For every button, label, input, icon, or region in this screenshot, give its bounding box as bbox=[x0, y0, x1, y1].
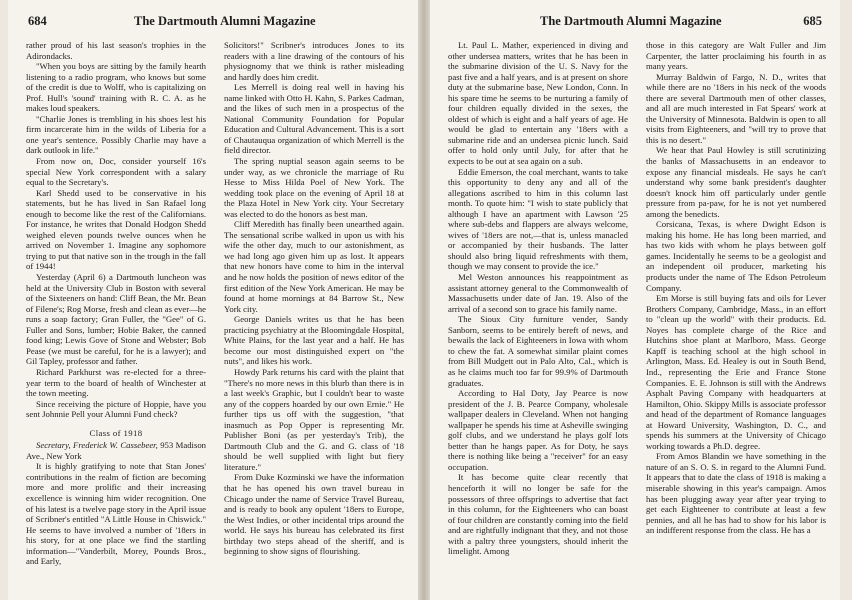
paragraph: According to Hal Doty, Jay Pearce is now president of the J. B. Pearce Company, wholesale wallpaper dealers in Cleveland. When not hanging wallpaper he spends his time at Asheville swinging golf clubs, and we understand he plays golf lots better than he hangs paper. As for Doty, he says there is nothing like being a "receiver" for an easy occupation. bbox=[448, 388, 628, 472]
paragraph: Karl Shedd used to be conservative in his statements, but he has lived in San Rafael long enough to become like the rest of the Californians. For instance, he writes that Donald Hodgon Shedd weighed eleven pounds twelve ounces when he arrived on November 1. Imagine any sophomore trying to put that native son in the trough in the fall of 1944! bbox=[26, 187, 206, 272]
right-page bbox=[430, 0, 840, 600]
secretary-address: 953 Madison Ave., New York bbox=[26, 440, 206, 461]
paragraph: Corsicana, Texas, is where Dwight Edson is making his home. He has long been married, and has two kids with whom he plays between golf games. Incidentally he seems to be a geologist and an independent oil producer, marketing his products under the name of The Edson Petroleum Company. bbox=[646, 219, 826, 293]
paragraph: From Amos Blandin we have something in the nature of an S. O. S. in regard to the Alumni Fund. It appears that to date the class of 1918 is making a miserable showing in this year's campaign. Amos has been plugging away year after year trying to get each Eighteener to contribute at least a few pennies, and all he has had to show for his labor is an indifferent response from the class. He has a bbox=[646, 451, 826, 536]
magazine-title-left: The Dartmouth Alumni Magazine bbox=[134, 14, 316, 28]
paragraph: Eddie Emerson, the coal merchant, wants to take this opportunity to deny any and all of the allegations ascribed to him in this column last month. To quote him: "I wish to state publicly that although I have an apartment with Lawson '25 where sub-debs and flappers are always welcome, wives of '18ers are not,—that is, unless manacled or accompanied by their husbands. The latter should also bring liquid refreshments with them, though we may consent to provide the ice." bbox=[448, 166, 628, 272]
paragraph: "When you boys are sitting by the family hearth listening to a radio program, who knows but some of the credit is due to Wolff, who is capitalizing on Prof. Hull's 'sound' training with R. C. A. as he makes loud speakers. bbox=[26, 61, 206, 114]
paragraph: Murray Baldwin of Fargo, N. D., writes that while there are no '18ers in his neck of the woods there are several Dartmouth men of other classes, and all are much interested in Fat Spears' work at the University of Minnesota. Baldwin is open to all visits from Eighteeners, and "will try to prove that this is no desert." bbox=[646, 71, 826, 145]
paragraph: Yesterday (April 6) a Dartmouth luncheon was held at the University Club in Boston with several of the Sixteeners on hand: Cliff Bean, the Mr. Bean of Filene's; Rog Morse, fresh and clean as ever—he runs a soap factory; Gran Fuller, the "Gee" of G. Fuller and Sons, lumber; Hobie Baker, the canned food king; Lewis Gove of Stone and Webster; Bob Pease (we must be careful, for he is a lawyer); and Gil Tapley, professor and father. bbox=[26, 272, 206, 367]
paragraph: We hear that Paul Howley is still scrutinizing the banks of Massachusetts in an endeavor to expose any financial misdeals. He says he can't understand why some bank president's daughter doesn't knock him off particularly under gentle pressure from pa-paw, for he is not yet numbered among the benedicts. bbox=[646, 145, 826, 219]
running-head-left bbox=[22, 14, 404, 32]
paragraph: Mel Weston announces his reappointment as assistant attorney general to the Commonwealth of Massachusetts under date of Jan. 19. Also of the arrival of a second son to grace his family name. bbox=[448, 272, 628, 314]
paragraph: Richard Parkhurst was re-elected for a three-year term to the board of health of Winchester at the town meeting. bbox=[26, 366, 206, 399]
paragraph: Solicitors!" Scribner's introduces Jones to its readers with a line drawing of the contours of his physiognomy that we think is rather misleading and hardly does him credit. bbox=[224, 40, 404, 82]
page-number-right: 685 bbox=[803, 14, 822, 28]
left-columns bbox=[26, 40, 406, 594]
paragraph: The spring nuptial season again seems to be under way, as we chronicle the marriage of Ru Hesse to Miss Hilda Poel of New York. The wedding took place on the evening of April 18 at the Plaza Hotel in New York city. Your Secretary was elected to do the honors as best man. bbox=[224, 156, 404, 219]
secretary-line bbox=[26, 440, 206, 461]
class-heading: Class of 1918 bbox=[89, 427, 143, 438]
paragraph: From now on, Doc, consider yourself 16's special New York correspondent with a salary equal to the Secretary's. bbox=[26, 156, 206, 188]
left-column-2 bbox=[224, 40, 404, 594]
paragraph: It is highly gratifying to note that Stan Jones' contributions in the realm of fiction are becoming more and more prolific and their increasing excellence is winning him wider recognition. One of his latest is a twelve page story in the April issue of Scribner's entitled "A Little House in Chiswick." He seems to have involved a number of '18ers in his story, for at one place we find the startling information—"Vanderbilt, Morey, Pounds Bros., and Early, bbox=[26, 461, 206, 567]
paragraph: Em Morse is still buying fats and oils for Lever Brothers Company, Cambridge, Mass., in an effort to "clean up the world" with their products. Ed. Noyes has complete charge of the Rice and Hutchins shoe plant at Marlboro, Mass. George Kapff is teaching school at the high school in Arlington, Mass. Ed. Healey is out in South Bend, Ind., representing the Erie and France Stone Companies. E. E. Johnson is still with the Andrews Asphalt Paving Company with headquarters at Hamilton, Ohio. Skippy Mills is associate professor and head of the department of Romance languages at Howard University, Washington, D. C., and spends his summers at the University of Chicago working towards a Ph.D. degree. bbox=[646, 293, 826, 451]
paragraph: It has become quite clear recently that henceforth it will no longer be safe for the possessors of three offsprings to advertise that fact in this column, for the Eighteeners who can boast of four children are constantly coming into the field and are rightfully indignant that they, and not those with a paltry three youngsters, should inherit the limelight. Among bbox=[448, 472, 628, 557]
paragraph: rather proud of his last season's trophies in the Adirondacks. bbox=[26, 40, 206, 61]
paragraph: Les Merrell is doing real well in having his name linked with Otto H. Kahn, S. Parkes Cadman, and the likes of such men in a prospectus of the National Community Foundation for Popular Education and Cultural Advancement. This is a sort of Chautauqua organization of which Merrell is the field director. bbox=[224, 82, 404, 156]
paragraph: Lt. Paul L. Mather, experienced in diving and other undersea matters, writes that he has been in the submarine division of the U. S. Navy for the past five and a half years, and is at present on shore duty at the submarine base, New London, Conn. In his spare time he seems to be nurturing a family of four children equally divided in the sexes, the oldest of which is eight and a half years of age. He would be glad to entertain any '18ers with a submarine ride and an undersea picnic lunch. Said offer to hold only until July, for after that he expects to be out at sea again on a sub. bbox=[448, 40, 628, 167]
magazine-title-right: The Dartmouth Alumni Magazine bbox=[540, 14, 722, 28]
paragraph: Howdy Park returns his card with the plaint that "There's no more news in this blurb than there is in a last week's Graphic, but I couldn't bear to waste any of the coppers hoarded by our own Ernie." He further tips us off with the suggestion, "that inasmuch as Pop Opper is representing Mr. Publisher Boni (as per yesterday's Trib), the Dartmouth Club and the G. and G. class of '18 should be well supplied with light but fiery literature." bbox=[224, 366, 404, 472]
binding-gutter bbox=[418, 0, 430, 600]
right-column-1 bbox=[448, 40, 628, 594]
running-head-right bbox=[444, 14, 826, 32]
paragraph: From Duke Kozminski we have the information that he has opened his own travel bureau in Chicago under the name of Service Travel Bureau, and is ready to book any opulent '18ers to Europe, the West Indies, or other incidental trips around the world. He says his bureau has celebrated its first birthday two steps ahead of the sheriff, and is beginning to show signs of flourishing. bbox=[224, 472, 404, 557]
left-column-1 bbox=[26, 40, 206, 594]
secretary-name: Secretary, Frederick W. Cassebeer, bbox=[36, 440, 158, 451]
right-column-2 bbox=[646, 40, 826, 594]
right-columns bbox=[448, 40, 828, 594]
paragraph: Cliff Meredith has finally been unearthed again. The sensational scribe walked in upon us with his wife the other day, much to our astonishment, as we had long ago given him up as lost. It appears that new honors have come to him in the interval and he now holds the position of news editor of the first edition of the New York American. He may be found at home mornings at 84 Barrow St., New York city. bbox=[224, 219, 404, 314]
paragraph: George Daniels writes us that he has been practicing psychiatry at the Bloomingdale Hospital, White Plains, for the last year and a half. He has become our most distinguished expert on "the nuts", and likes his work. bbox=[224, 314, 404, 367]
page-number-left: 684 bbox=[28, 14, 47, 28]
paragraph: The Sioux City furniture vender, Sandy Sanborn, seems to be entirely bereft of news, and bewails the lack of Eighteeners in Iowa with whom to chew the fat. A somewhat similar plaint comes from Bill Mudgett out in Palo Alto, Cal., which is as he claims much too far for 99.9% of Dartmouth graduates. bbox=[448, 314, 628, 388]
paragraph: those in this category are Walt Fuller and Jim Carpenter, the latter proclaiming his fourth in as many years. bbox=[646, 40, 826, 72]
left-page bbox=[8, 0, 418, 600]
paragraph: Since receiving the picture of Hoppie, have you sent Johnnie Pell your Alumni Fund check? bbox=[26, 398, 206, 420]
paragraph: "Charlie Jones is trembling in his shoes lest his firm incarcerate him in the wilds of Liberia for a one year's sentence. Possibly Charlie may have a dark outlook in life." bbox=[26, 113, 206, 156]
